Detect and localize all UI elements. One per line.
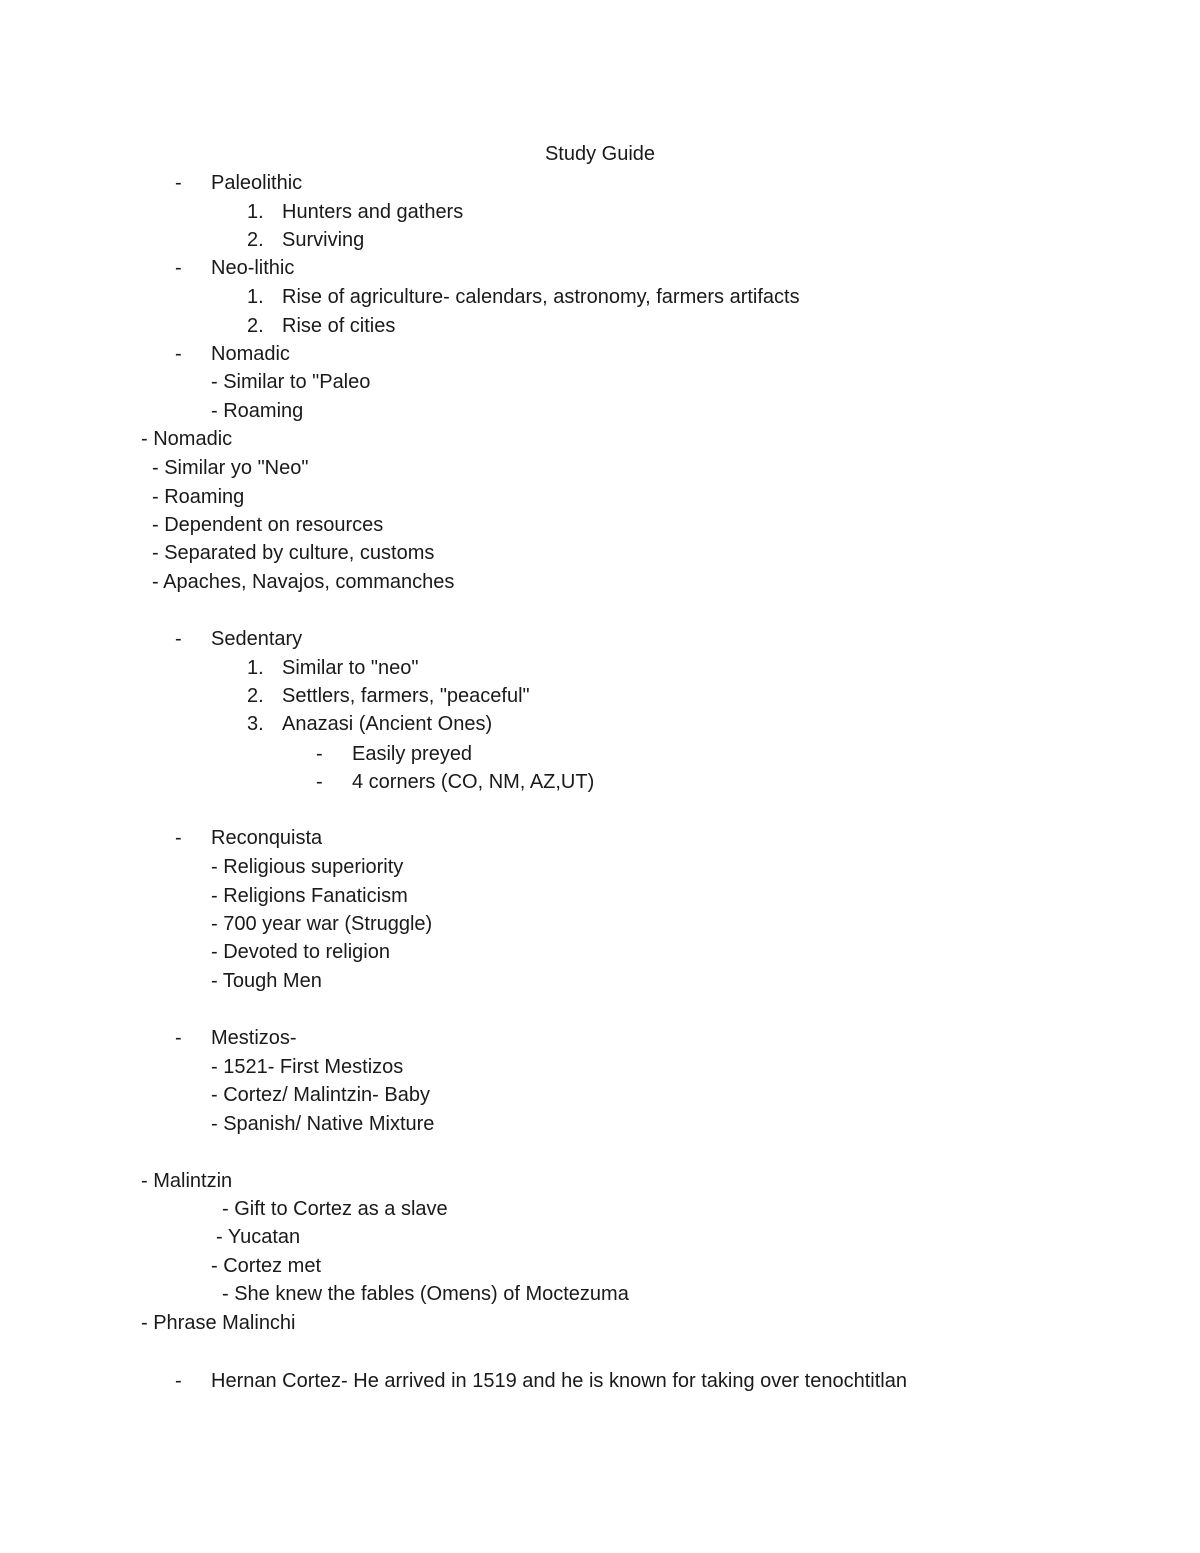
list-item: Rise of cities	[282, 315, 396, 337]
list-item: - Yucatan	[216, 1226, 301, 1248]
list-item: - Cortez/ Malintzin- Baby	[211, 1084, 430, 1106]
list-item: Similar to "neo"	[282, 657, 419, 679]
bullet-dash: -	[316, 743, 323, 765]
list-item: Rise of agriculture- calendars, astronomy, farmers artifacts	[282, 286, 800, 308]
list-item: - Similar yo "Neo"	[152, 457, 309, 479]
list-item: - She knew the fables (Omens) of Moctezuma	[222, 1283, 629, 1305]
page-title: Study Guide	[544, 143, 656, 165]
heading-nomadic-outer: - Nomadic	[141, 428, 233, 450]
list-item: Anazasi (Ancient Ones)	[282, 713, 493, 735]
heading-sedentary: Sedentary	[211, 628, 303, 650]
list-item: Surviving	[282, 229, 365, 251]
list-item: - Religious superiority	[211, 856, 404, 878]
bullet-dash: -	[175, 1370, 182, 1392]
list-item: - Dependent on resources	[152, 514, 384, 536]
bullet-dash: -	[175, 172, 182, 194]
list-item: - Religions Fanaticism	[211, 885, 408, 907]
list-item: - Similar to "Paleo	[211, 371, 371, 393]
list-item: - Devoted to religion	[211, 941, 390, 963]
paragraph-hernan-cortez: Hernan Cortez- He arrived in 1519 and he is known for taking over tenochtitlan	[211, 1370, 907, 1392]
heading-nomadic: Nomadic	[211, 343, 290, 365]
bullet-dash: -	[175, 257, 182, 279]
heading-reconquista: Reconquista	[211, 827, 323, 849]
heading-phrase-malinchi: - Phrase Malinchi	[141, 1312, 296, 1334]
bullet-dash: -	[175, 628, 182, 650]
list-number: 2.	[247, 315, 264, 337]
list-item: Hunters and gathers	[282, 201, 464, 223]
heading-malintzin: - Malintzin	[141, 1170, 233, 1192]
list-item: - Apaches, Navajos, commanches	[152, 571, 455, 593]
list-number: 3.	[247, 713, 264, 735]
list-number: 2.	[247, 685, 264, 707]
list-item: - Roaming	[152, 486, 245, 508]
list-item: - Spanish/ Native Mixture	[211, 1113, 435, 1135]
heading-paleolithic: Paleolithic	[211, 172, 303, 194]
bullet-dash: -	[175, 343, 182, 365]
list-number: 1.	[247, 286, 264, 308]
list-item: - Separated by culture, customs	[152, 542, 435, 564]
bullet-dash: -	[175, 1027, 182, 1049]
heading-mestizos: Mestizos-	[211, 1027, 297, 1049]
sub-list-item: 4 corners (CO, NM, AZ,UT)	[352, 771, 595, 793]
list-item: Settlers, farmers, "peaceful"	[282, 685, 530, 707]
list-item: - Tough Men	[211, 970, 322, 992]
list-item: - Roaming	[211, 400, 304, 422]
sub-list-item: Easily preyed	[352, 743, 473, 765]
list-item: - Gift to Cortez as a slave	[222, 1198, 448, 1220]
list-number: 1.	[247, 657, 264, 679]
bullet-dash: -	[175, 827, 182, 849]
list-item: - 700 year war (Struggle)	[211, 913, 433, 935]
list-item: - 1521- First Mestizos	[211, 1056, 404, 1078]
list-item: - Cortez met	[211, 1255, 322, 1277]
bullet-dash: -	[316, 771, 323, 793]
heading-neolithic: Neo-lithic	[211, 257, 295, 279]
list-number: 2.	[247, 229, 264, 251]
list-number: 1.	[247, 201, 264, 223]
